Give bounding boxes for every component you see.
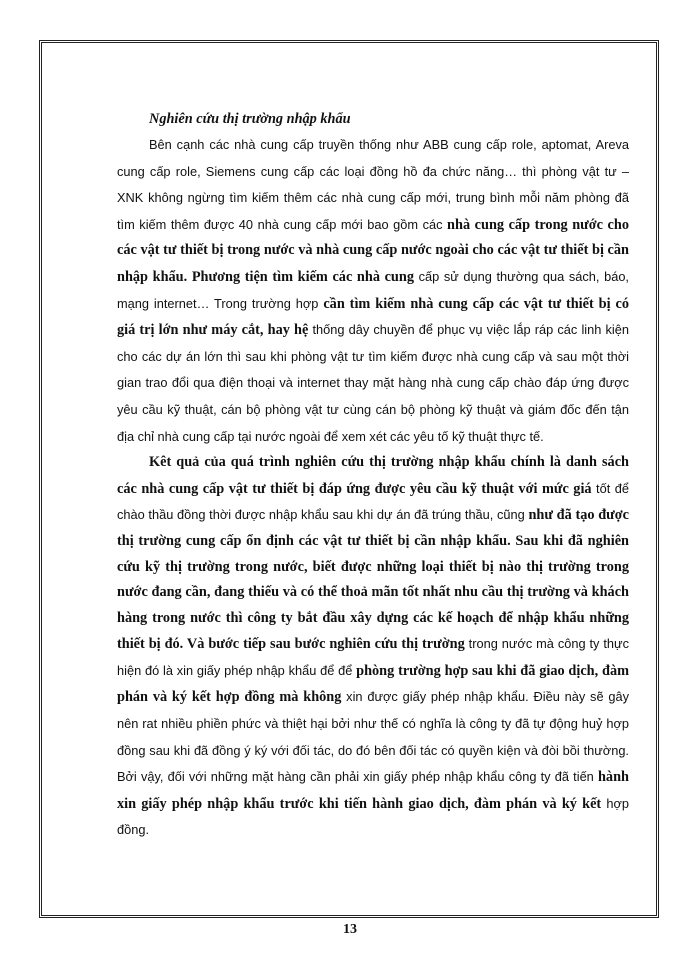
paragraph-1 [117,132,629,450]
text-segment: Bên cạnh các nhà cung cấp truyền thống như ABB cung cấp role, aptomat, Areva cung cấp role, Siemens cung cấp các loại đồng hồ đa chức năng… thì phòng vật tư – XNK không ngừng tìm kiếm thêm các nhà cung cấp mới, trung bình mỗi năm phòng đã tìm kiếm thêm được 40 nhà cung cấp mới bao gồm các [117,137,629,232]
paragraph-2 [117,450,629,844]
bold-text-segment: hành xin giấy phép nhập khẩu trước khi tiến hành giao dịch, đàm phán và ký kết [117,769,629,812]
bold-text-segment: nhà cung cấp trong nước cho các vật tư thiết bị trong nước và nhà cung cấp nước ngoài cho các vật tư thiết bị cần nhập khẩu. Phương tiện tìm kiếm các nhà cung [117,216,629,285]
text-segment: xin được giấy phép nhập khẩu. Điều này sẽ gây nên rat nhiều phiền phức và thiệt hại bởi như thế có nghĩa là công ty đã tự động huỷ hợp đồng sau khi đã đồng ý ký với đối tác, do đó bên đối tác có quyền kiện và đòi bồi thường. Bởi vậy, đối với những mặt hàng cần phải xin giấy phép nhập khẩu công ty đã tiến [117,689,630,785]
bold-text-segment: như đã tạo được thị trường cung cấp ổn định các vật tư thiết bị cần nhập khẩu. Sau khi đã nghiên cứu kỹ thị trường trong nước, biết được những loại thiết bị nào thị trường trong nước đang cần, đang thiếu và có thể thoả mãn tốt nhất nhu cầu thị trường và khách hàng trong nước thì công ty bắt đầu xây dựng các kế hoạch để nhập khẩu những thiết bị đó. Và bước tiếp sau bước nghiên cứu thị trường [117,507,630,653]
section-heading: Nghiên cứu thị trường nhập khẩu [149,111,351,127]
bold-text-segment: phòng trường hợp sau khi đã giao dịch, đàm phán và ký kết hợp đồng mà không [117,662,629,706]
text-segment: hợp đồng. [117,795,629,838]
bold-text-segment: Kêt quả của quá trình nghiên cứu thị trường nhập khẩu chính là danh sách các nhà cung cấp vật tư thiết bị đáp ứng được yêu cầu kỹ thuật với mức giá [117,454,629,497]
page-number: 13 [343,922,357,937]
text-segment: trong nước mà công ty thực hiện đó là xin giấy phép nhập khẩu để để [117,636,629,678]
text-segment: thống dây chuyền để phục vụ việc lắp ráp các linh kiện cho các dự án lớn thì sau khi phòng vật tư tìm kiếm được nhà cung cấp và sau một thời gian trao đổi qua điện thoại và internet thay mặt hàng nhà cung cấp chào đáp ứng được yêu cầu kỹ thuật, cán bộ phòng vật tư cùng cán bộ phòng kỹ thuật và giám đốc đến tận địa chỉ nhà cung cấp tại nước ngoài để xem xét các yêu tố kỹ thuật thực tế. [117,322,629,444]
text-segment: cấp sử dụng thường qua sách, báo, mạng internet… Trong trường hợp [117,268,629,311]
text-segment: tốt để chào thầu đồng thời được nhập khẩu sau khi dự án đã trúng thầu, cũng [117,480,629,523]
page-content [117,108,629,844]
bold-text-segment: cần tìm kiếm nhà cung cấp các vật tư thiết bị có giá trị lớn như máy cắt, hay hệ [117,295,629,339]
